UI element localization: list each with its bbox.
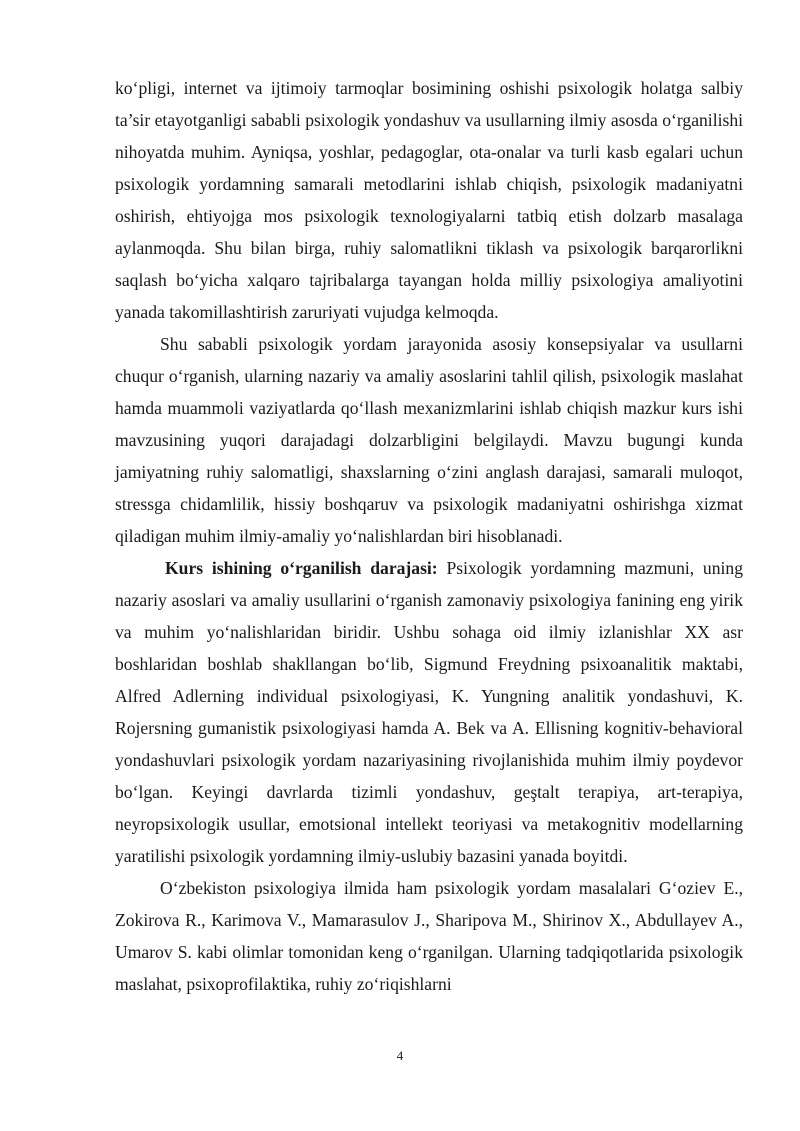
paragraph-3 (115, 552, 743, 872)
paragraph-4: O‘zbekiston psixologiya ilmida ham psixologik yordam masalalari G‘oziev E., Zokirova R., Karimova V., Mamarasulov J., Sharipova M., Shirinov X., Abdullayev A., Umarov S. kabi olimlar tomonidan keng o‘rganilgan. Ularning tadqiqotlarida psixologik maslahat, psixoprofilaktika, ruhiy zo‘riqishlarni (115, 878, 743, 994)
body-text (115, 72, 743, 1000)
paragraph-3-text: Psixologik yordamning mazmuni, uning nazariy asoslari va amaliy usullarini o‘rganish zamonaviy psixologiya fanining eng yirik va muhim yo‘nalishlaridan biridir. Ushbu sohaga oid ilmiy izlanishlar XX asr boshlaridan boshlab shakllangan bo‘lib, Sigmund Freydning psixoanalitik maktabi, Alfred Adlerning individual psixologiyasi, K. Yungning analitik yondashuvi, K. Rojersning gumanistik psixologiyasi hamda A. Bek va A. Ellisning kognitiv-behavioral yondashuvlari psixologik yordam nazariyasining rivojlanishida muhim ilmiy poydevor bo‘lgan. Keyingi davrlarda tizimli yondashuv, geştalt terapiya, art-terapiya, neyropsixologik usullar, emotsional intellekt teoriyasi va metakognitiv modellarning yaratilishi psixologik yordamning ilmiy-uslubiy bazasini yanada boyitdi. (115, 558, 743, 866)
section-heading-inline: Kurs ishining o‘rganilish darajasi: (165, 558, 438, 578)
paragraph-1: ko‘pligi, internet va ijtimoiy tarmoqlar bosimining oshishi psixologik holatga salbiy ta’sir etayotganligi sababli psixologik yondashuv va usullarning ilmiy asosda o‘rganilishi nihoyatda muhim. Ayniqsa, yoshlar, pedagoglar, ota-onalar va turli kasb egalari uchun psixologik yordamning samarali metodlarini ishlab chiqish, psixologik madaniyatni oshirish, ehtiyojga mos psixologik texnologiyalarni tatbiq etish dolzarb masalaga aylanmoqda. Shu bilan birga, ruhiy salomatlikni tiklash va psixologik barqarorlikni saqlash bo‘yicha xalqaro tajribalarga tayangan holda milliy psixologiya amaliyotini yanada takomillashtirish zaruriyati vujudga kelmoqda. (115, 78, 743, 322)
page-number: 4 (396, 1048, 404, 1063)
paragraph-2: Shu sababli psixologik yordam jarayonida asosiy konsepsiyalar va usullarni chuqur o‘rganish, ularning nazariy va amaliy asoslarini tahlil qilish, psixologik maslahat hamda muammoli vaziyatlarda qo‘llash mexanizmlarini ishlab chiqish mazkur kurs ishi mavzusining yuqori darajadagi dolzarbligini belgilaydi. Mavzu bugungi kunda jamiyatning ruhiy salomatligi, shaxslarning o‘zini anglash darajasi, samarali muloqot, stressga chidamlilik, hissiy boshqaruv va psixologik madaniyatni oshirishga xizmat qiladigan muhim ilmiy-amaliy yo‘nalishlardan biri hisoblanadi. (115, 334, 743, 546)
